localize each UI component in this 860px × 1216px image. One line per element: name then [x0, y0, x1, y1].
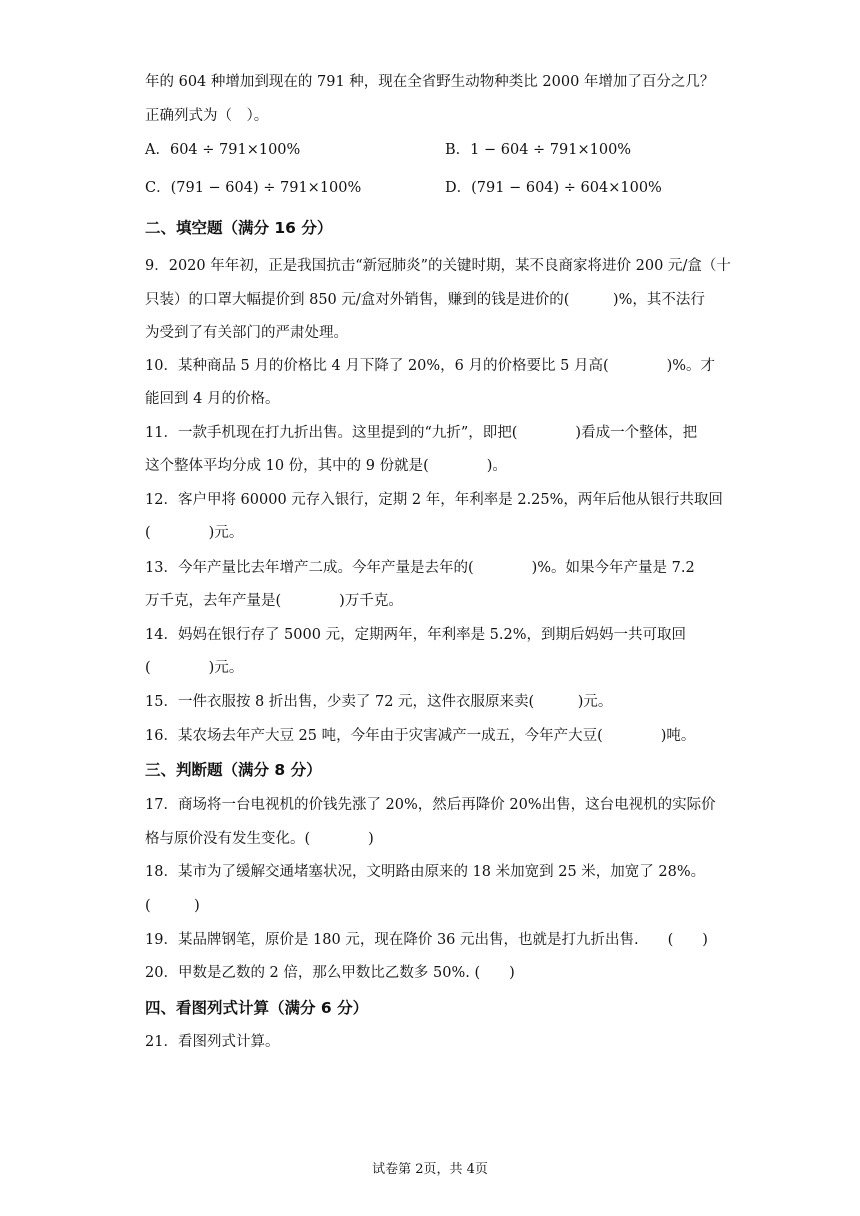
question-line: 21．看图列式计算。: [145, 1034, 280, 1050]
question-line: 只装）的口罩大幅提价到 850 元/盒对外销售，赚到的钱是进价的( )%，其不法行: [145, 292, 705, 308]
q8-option-a[interactable]: [145, 140, 300, 160]
question-line: 15．一件衣服按 8 折出售，少卖了 72 元，这件衣服原来卖( )元。: [145, 694, 613, 710]
option-letter: A．: [145, 142, 170, 158]
option-letter: C．: [145, 180, 171, 196]
question-line: ( ): [145, 898, 200, 914]
question-line: 13．今年产量比去年增产二成。今年产量是去年的( )%。如果今年产量是 7.2: [145, 560, 695, 576]
q8-option-c[interactable]: [145, 178, 361, 198]
question-line: 19．某品牌钢笔，原价是 180 元，现在降价 36 元出售，也就是打九折出售. ( ): [145, 932, 708, 948]
question-line: 18．某市为了缓解交通堵塞状况，文明路由原来的 18 米加宽到 25 米，加宽了 28%。: [145, 864, 706, 880]
question-line: 9．2020 年年初，正是我国抗击“新冠肺炎”的关键时期，某不良商家将进价 200 元/盒（十: [145, 258, 731, 274]
question-line: 格与原价没有发生变化。( ): [145, 831, 374, 847]
option-letter: D．: [445, 180, 472, 196]
q8-text-line-1: 年的 604 种增加到现在的 791 种，现在全省野生动物种类比 2000 年增加了百分之几？: [145, 74, 715, 90]
question-line: 11．一款手机现在打九折出售。这里提到的“九折”，即把( )看成一个整体，把: [145, 425, 698, 441]
option-expression: 1 − 604 ÷ 791×100%: [470, 142, 632, 158]
option-expression: (791 − 604) ÷ 791×100%: [170, 180, 362, 196]
question-line: 10．某种商品 5 月的价格比 4 月下降了 20%，6 月的价格要比 5 月高( )%。才: [145, 358, 716, 374]
q8-option-d[interactable]: [445, 178, 662, 198]
question-line: ( )元。: [145, 525, 244, 541]
option-expression: 604 ÷ 791×100%: [169, 142, 301, 158]
question-line: 12．客户甲将 60000 元存入银行，定期 2 年，年利率是 2.25%，两年后他从银行共取回: [145, 492, 723, 508]
question-line: 为受到了有关部门的严肃处理。: [145, 325, 348, 341]
page-footer: 试卷第 2页，共 4页: [372, 1162, 488, 1177]
q8-text-line-2: 正确列式为（ ）。: [145, 108, 269, 124]
question-line: 16．某农场去年产大豆 25 吨，今年由于灾害减产一成五，今年产大豆( )吨。: [145, 728, 696, 744]
question-line: 能回到 4 月的价格。: [145, 391, 280, 407]
section-heading-fill-in: 二、填空题（满分 16 分）: [145, 219, 333, 237]
question-line: 14．妈妈在银行存了 5000 元，定期两年，年利率是 5.2%，到期后妈妈一共可取回: [145, 627, 687, 643]
question-line: 万千克，去年产量是( )万千克。: [145, 593, 403, 609]
question-line: 17．商场将一台电视机的价钱先涨了 20%，然后再降价 20%出售，这台电视机的实际价: [145, 797, 716, 813]
question-line: ( )元。: [145, 660, 244, 676]
question-line: 这个整体平均分成 10 份，其中的 9 份就是( )。: [145, 458, 507, 474]
option-letter: B．: [445, 142, 471, 158]
question-line: 20．甲数是乙数的 2 倍，那么甲数比乙数多 50%. ( ): [145, 965, 515, 981]
q8-option-b[interactable]: [445, 140, 631, 160]
section-heading-picture-calc: 四、看图列式计算（满分 6 分）: [145, 999, 369, 1017]
section-heading-judgement: 三、判断题（满分 8 分）: [145, 761, 322, 779]
option-expression: (791 − 604) ÷ 604×100%: [471, 180, 662, 196]
